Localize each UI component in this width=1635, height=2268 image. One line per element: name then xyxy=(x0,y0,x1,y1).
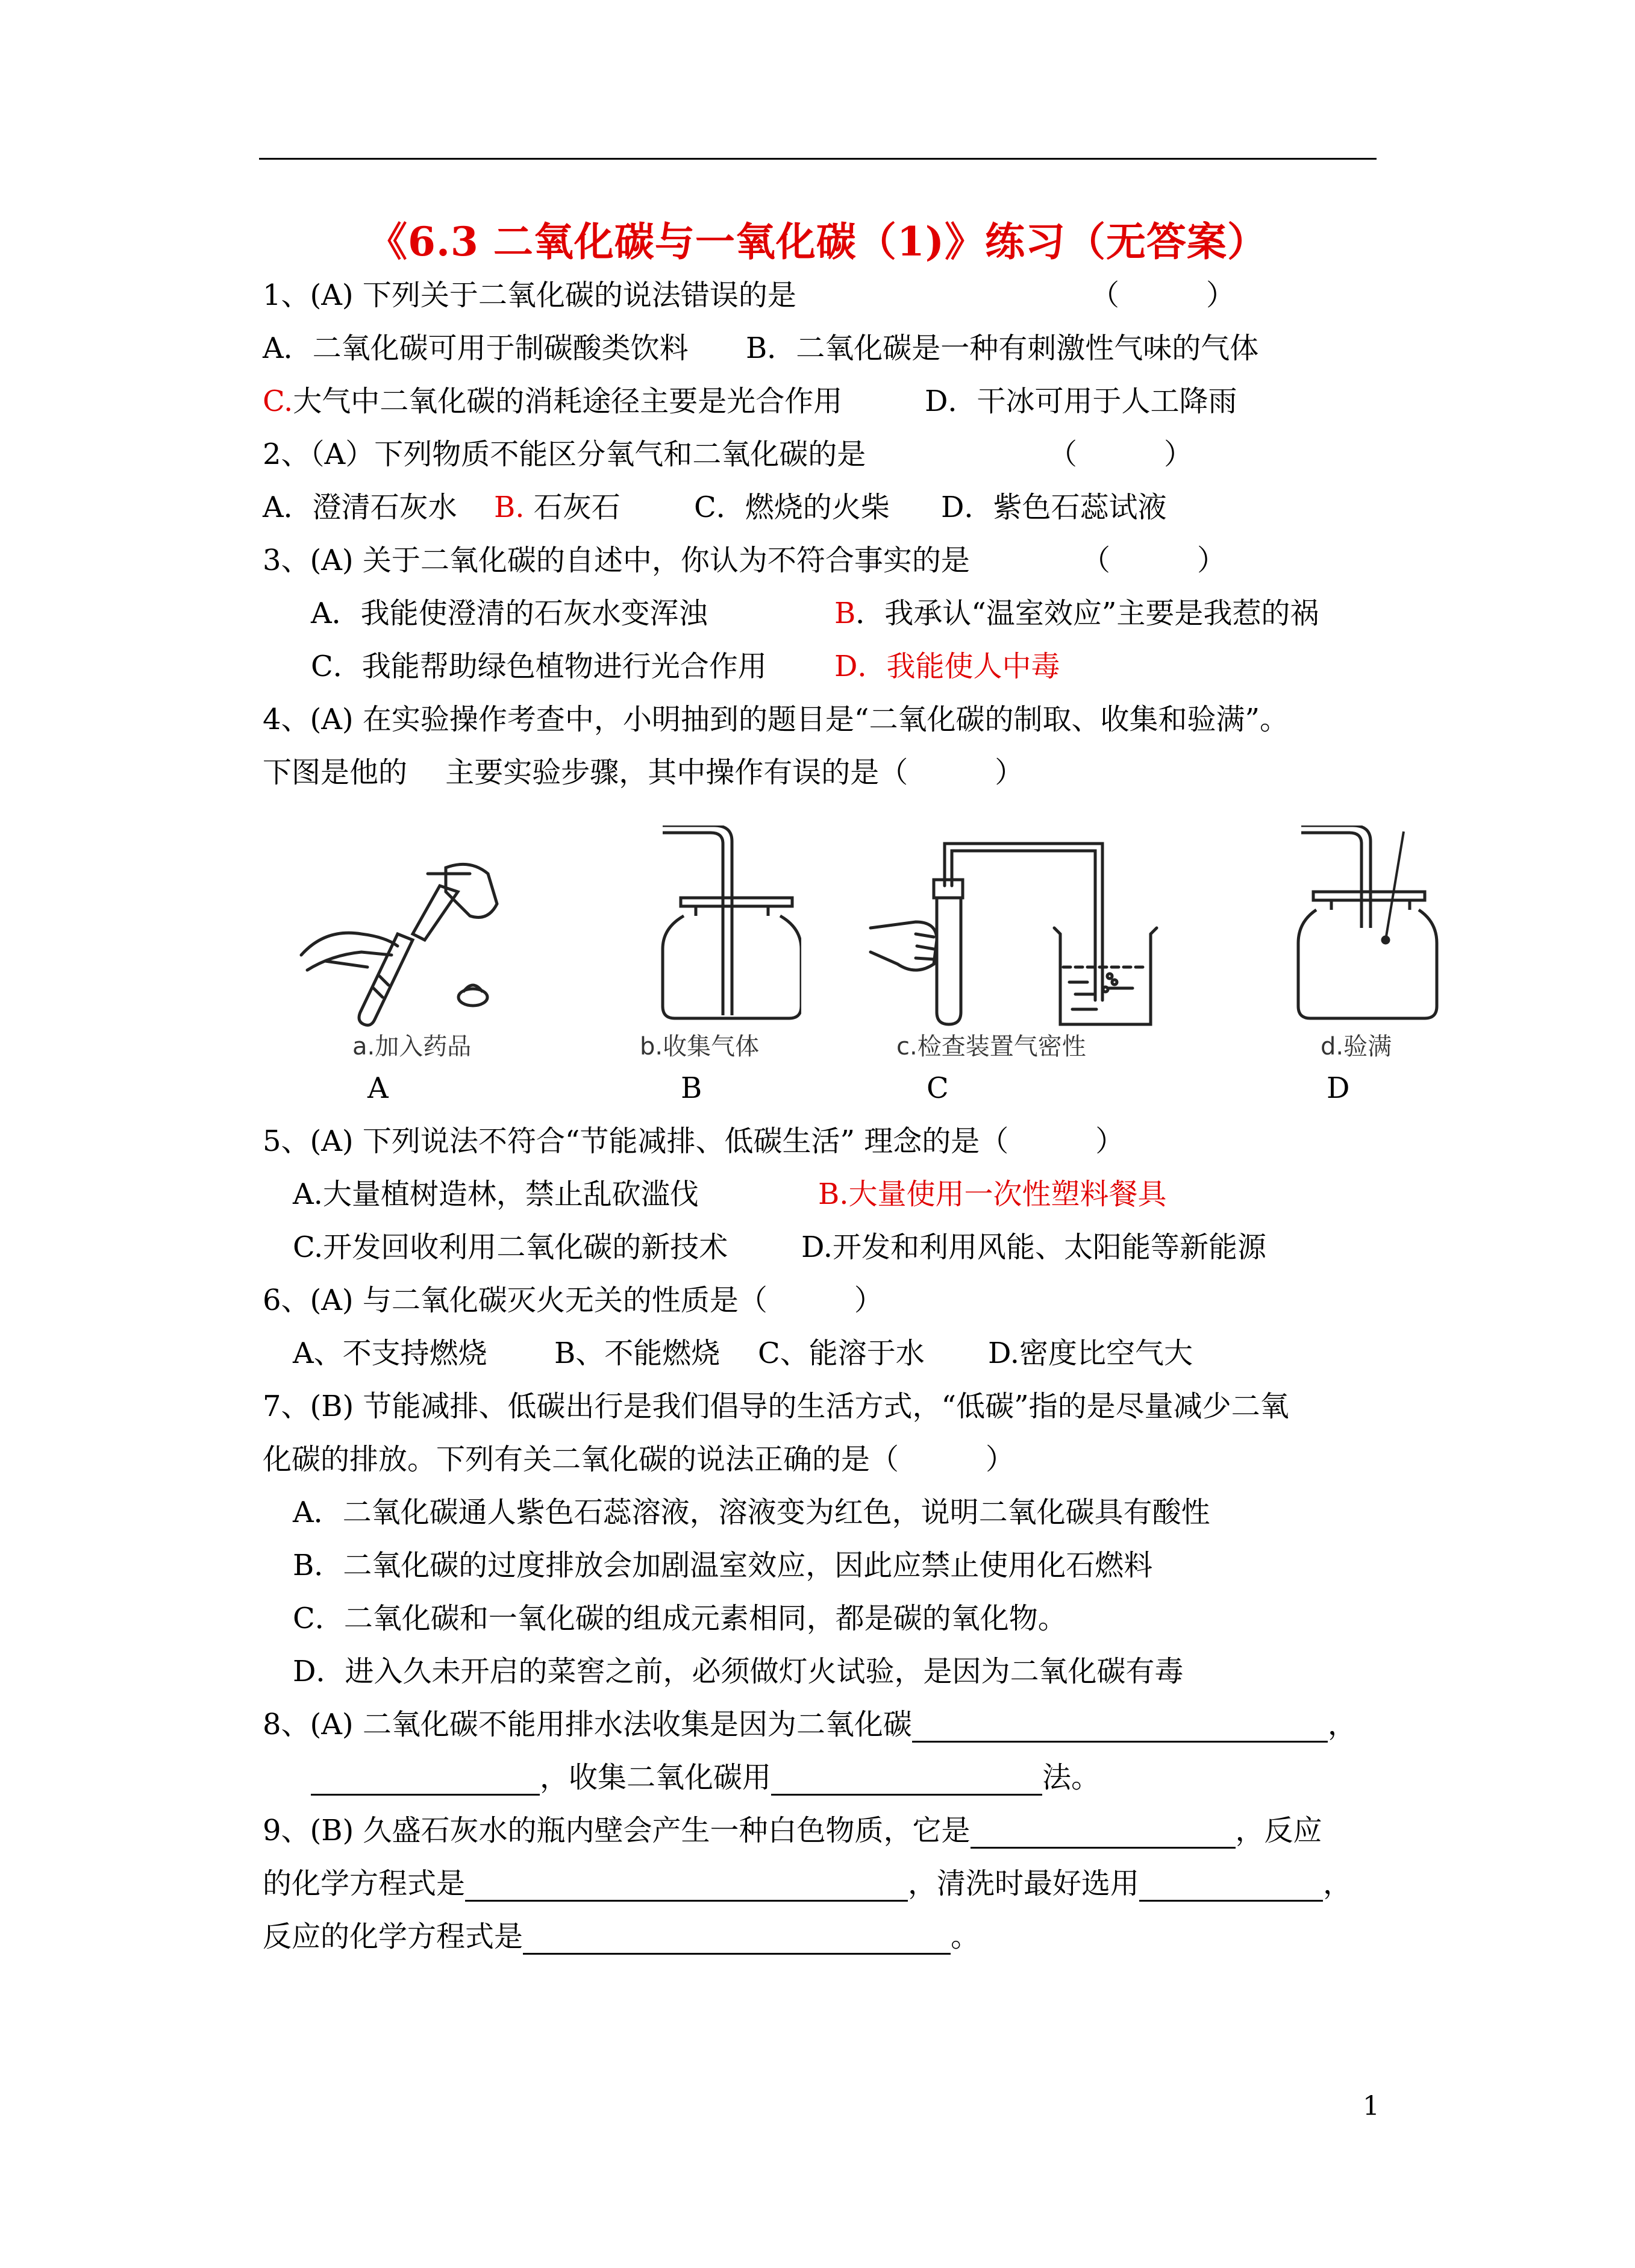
q5-option-c: C.开发回收利用二氧化碳的新技术 xyxy=(293,1230,728,1264)
q9-blank-4[interactable] xyxy=(523,1925,951,1955)
figure-d-caption: d.验满 xyxy=(1321,1033,1392,1060)
q3-answer-paren: （ ） xyxy=(1081,544,1227,577)
q3-option-a: A．我能使澄清的石灰水变浑浊 xyxy=(311,597,708,630)
figure-a-caption: a.加入药品 xyxy=(352,1033,472,1060)
q9-line2 xyxy=(263,1867,1352,1902)
q1-option-c-letter: C. xyxy=(263,384,293,418)
figure-d-letter: D xyxy=(1327,1071,1350,1105)
figure-b-letter: B xyxy=(681,1071,702,1105)
q7-line2: 化碳的排放。下列有关二氧化碳的说法正确的是（ ） xyxy=(263,1443,1015,1476)
q2-option-c: C．燃烧的火柴 xyxy=(694,490,890,524)
figure-c-caption: c.检查装置气密性 xyxy=(896,1033,1086,1060)
q7-option-a: A．二氧化碳通人紫色石蕊溶液，溶液变为红色，说明二氧化碳具有酸性 xyxy=(293,1496,1210,1529)
q2-stem: 2、（A）下列物质不能区分氧气和二氧化碳的是 xyxy=(263,437,866,471)
q9-line1 xyxy=(263,1814,1322,1849)
q3-stem: 3、(A) 关于二氧化碳的自述中，你认为不符合事实的是 xyxy=(263,544,970,577)
figure-c-checking-airtightness xyxy=(868,832,1277,1036)
q7-option-b: B．二氧化碳的过度排放会加剧温室效应，因此应禁止使用化石燃料 xyxy=(293,1549,1153,1582)
q2-option-d: D．紫色石蕊试液 xyxy=(941,490,1167,524)
q9-line3 xyxy=(263,1920,980,1955)
q6-option-b: B、不能燃烧 xyxy=(554,1336,721,1370)
q7-line1: 7、(B) 节能减排、低碳出行是我们倡导的生活方式，“低碳”指的是尽量减少二氧 xyxy=(263,1389,1289,1423)
q9-text-3: 的化学方程式是 xyxy=(263,1867,466,1900)
q4-line2: 下图是他的 主要实验步骤，其中操作有误的是（ ） xyxy=(263,756,1024,789)
figure-a-letter: A xyxy=(367,1071,389,1105)
q9-text-4: ，清洗时最好选用 xyxy=(908,1867,1140,1900)
q6-option-c: C、能溶于水 xyxy=(758,1336,925,1370)
figure-d-verifying-full xyxy=(1295,825,1470,1030)
q8-blank-2[interactable] xyxy=(311,1766,540,1796)
figure-b-collecting-gas xyxy=(651,825,801,1030)
page-number: 1 xyxy=(1363,2091,1380,2122)
figure-c-letter: C xyxy=(927,1071,949,1105)
q9-text-1: 9、(B) 久盛石灰水的瓶内壁会产生一种白色物质，它是 xyxy=(263,1814,971,1847)
q6-option-a: A、不支持燃烧 xyxy=(293,1336,487,1370)
q8-comma: ， xyxy=(1327,1708,1357,1741)
q2-option-b xyxy=(494,490,621,525)
q3-option-b-text: ．我承认“温室效应”主要是我惹的祸 xyxy=(855,597,1319,630)
q8-text-1: 8、(A) 二氧化碳不能用排水法收集是因为二氧化碳 xyxy=(263,1708,912,1741)
q1-option-d: D．干冰可用于人工降雨 xyxy=(925,384,1237,418)
q1-option-c-text: 大气中二氧化碳的消耗途径主要是光合作用 xyxy=(293,384,843,418)
q2-option-b-text: 石灰石 xyxy=(524,490,621,524)
q1-stem: 1、(A) 下列关于二氧化碳的说法错误的是 xyxy=(263,278,796,312)
q9-text-7: 。 xyxy=(951,1920,980,1953)
q2-answer-paren: （ ） xyxy=(1048,437,1193,471)
q7-option-d: D．进入久未开启的菜窖之前，必须做灯火试验，是因为二氧化碳有毒 xyxy=(293,1655,1184,1688)
q9-blank-1[interactable] xyxy=(971,1819,1236,1849)
q7-option-c: C．二氧化碳和一氧化碳的组成元素相同，都是碳的氧化物。 xyxy=(293,1602,1067,1635)
q3-option-c: C．我能帮助绿色植物进行光合作用 xyxy=(311,650,767,683)
header-rule xyxy=(259,158,1377,160)
q1-option-a: A．二氧化碳可用于制碳酸类饮料 xyxy=(263,331,689,365)
q1-answer-paren: （ ） xyxy=(1090,278,1236,312)
q8-line2 xyxy=(311,1761,1100,1796)
q3-option-b-letter: B xyxy=(834,597,856,630)
q2-option-b-letter: B. xyxy=(494,490,525,524)
q6-stem: 6、(A) 与二氧化碳灭火无关的性质是（ ） xyxy=(263,1283,883,1317)
q5-option-a: A.大量植树造林，禁止乱砍滥伐 xyxy=(293,1177,699,1211)
q5-option-b: B.大量使用一次性塑料餐具 xyxy=(818,1177,1167,1211)
figure-a-adding-reagents xyxy=(289,856,518,1036)
q5-stem: 5、(A) 下列说法不符合“节能减排、低碳生活” 理念的是（ ） xyxy=(263,1124,1125,1158)
q8-line1 xyxy=(263,1708,1357,1743)
q1-option-b: B．二氧化碳是一种有刺激性气味的气体 xyxy=(746,331,1259,365)
q3-option-b xyxy=(834,597,1319,631)
q8-text-2: ，收集二氧化碳用 xyxy=(540,1761,772,1794)
q8-blank-3[interactable] xyxy=(771,1766,1042,1796)
q6-option-d: D.密度比空气大 xyxy=(988,1336,1193,1370)
figure-b-caption: b.收集气体 xyxy=(640,1033,760,1060)
q9-blank-3[interactable] xyxy=(1139,1872,1323,1902)
q8-text-3: 法。 xyxy=(1042,1761,1101,1794)
q9-text-2: ，反应 xyxy=(1235,1814,1322,1847)
q8-blank-1[interactable] xyxy=(912,1713,1328,1743)
q1-option-c xyxy=(263,384,842,419)
q9-blank-2[interactable] xyxy=(465,1872,908,1902)
q2-option-a: A．澄清石灰水 xyxy=(263,490,457,524)
q4-line1: 4、(A) 在实验操作考查中，小明抽到的题目是“二氧化碳的制取、收集和验满”。 xyxy=(263,703,1289,736)
document-title: 《6.3 二氧化碳与一氧化碳（1)》练习（无答案） xyxy=(367,218,1268,265)
q5-option-d: D.开发和利用风能、太阳能等新能源 xyxy=(801,1230,1267,1264)
q9-text-6: 反应的化学方程式是 xyxy=(263,1920,524,1953)
q3-option-d: D．我能使人中毒 xyxy=(834,650,1060,683)
q9-text-5: ， xyxy=(1323,1867,1352,1900)
